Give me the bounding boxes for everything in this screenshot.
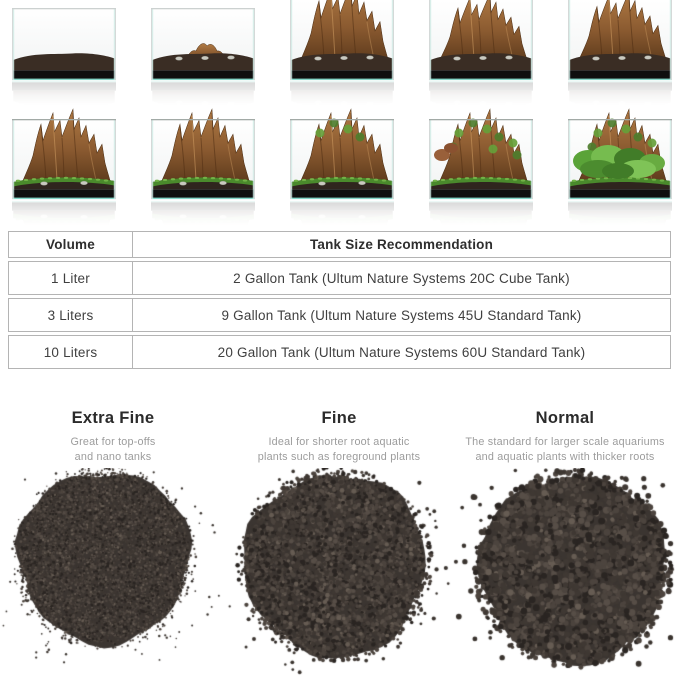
grade-title: Extra Fine [71,409,155,427]
grade-description [452,435,678,465]
column-header-recommendation: Tank Size Recommendation [309,237,494,252]
grade-normal [452,409,678,676]
tank-stage-1 [10,0,118,105]
table-row [8,335,671,369]
grade-description [226,435,452,465]
recommendation-cell: 9 Gallon Tank (Ultum Nature Systems 45U Standard Tank) [221,307,582,323]
tank-stage-8 [288,105,396,225]
tank-stage-5 [566,0,674,105]
tank-stage-3 [288,0,396,105]
granule-pile-fine [226,468,452,676]
table-row [8,261,671,295]
table-row [8,298,671,332]
tank-stage-7 [149,105,257,225]
grade-extra-fine [0,409,226,676]
gallery-row-planted [10,105,679,225]
tank-stage-2 [149,0,257,105]
grade-description [0,435,226,465]
tank-stage-9 [427,105,535,225]
volume-cell: 1 Liter [9,262,133,294]
tank-stage-4 [427,0,535,105]
volume-cell: 10 Liters [9,336,133,368]
gallery-row-hardscape [10,0,679,105]
table-header-row [8,231,671,258]
aquascape-progression-gallery [0,0,679,225]
volume-cell: 3 Liters [9,299,133,331]
grade-description-line: and nano tanks [74,451,152,463]
column-header-volume: Volume [9,232,133,257]
grade-fine [226,409,452,676]
grade-description-line: Ideal for shorter root aquatic [268,436,410,448]
substrate-grades [0,409,679,676]
grade-description-line: and aquatic plants with thicker roots [475,451,655,463]
recommendation-cell: 2 Gallon Tank (Ultum Nature Systems 20C Cube Tank) [233,270,570,286]
grade-description-line: Great for top-offs [70,436,156,448]
granule-pile-normal [452,468,678,676]
tank-stage-10 [566,105,674,225]
recommendation-cell: 20 Gallon Tank (Ultum Nature Systems 60U Standard Tank) [217,344,586,360]
granule-pile-extra-fine [0,468,226,676]
grade-title: Fine [321,409,357,427]
tank-stage-6 [10,105,118,225]
grade-description-line: The standard for larger scale aquariums [465,436,665,448]
tank-size-table [8,231,671,369]
grade-title: Normal [535,409,595,427]
grade-description-line: plants such as foreground plants [257,451,421,463]
